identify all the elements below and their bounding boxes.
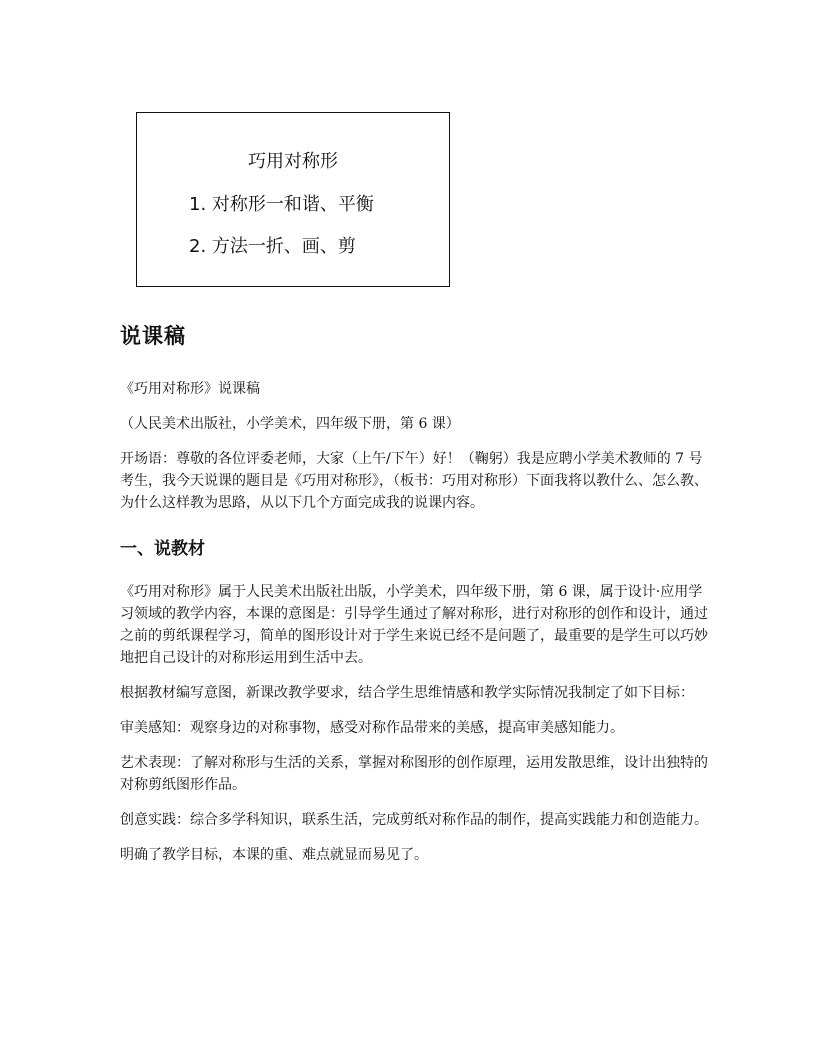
document-body xyxy=(120,320,710,879)
goal-aesthetic: 审美感知：观察身边的对称事物，感受对称作品带来的美感，提高审美感知能力。 xyxy=(120,720,624,736)
textbook-paragraph: 《巧用对称形》属于人民美术出版社出版，小学美术，四年级下册，第 6 课，属于设计·应用学习领域的教学内容，本课的意图是：引导学生通过了解对称形，进行对称形的创作和设计，通过之前的剪纸课程学习，简单的图形设计对于学生来说已经不是问题了，最重要的是学生可以巧妙地把自己设计的对称形运用到生活中去。 xyxy=(120,584,708,666)
board-point-1: 1. 对称形一和谐、平衡 xyxy=(189,194,374,215)
goal-creative-practice: 创意实践：综合多学科知识，联系生活，完成剪纸对称作品的制作，提高实践能力和创造能力。 xyxy=(120,812,708,828)
board-title: 巧用对称形 xyxy=(248,151,338,172)
section-heading-textbook: 一、说教材 xyxy=(120,539,205,559)
blackboard-outline-box xyxy=(136,112,450,287)
document-subtitle: 《巧用对称形》说课稿 xyxy=(120,381,260,397)
document-title: 说课稿 xyxy=(120,324,186,348)
goal-art-expression: 艺术表现：了解对称形与生活的关系，掌握对称图形的创作原理，运用发散思维，设计出独特的对称剪纸图形作品。 xyxy=(120,755,708,793)
conclusion-paragraph: 明确了教学目标，本课的重、难点就显而易见了。 xyxy=(120,847,428,863)
opening-paragraph: 开场语：尊敬的各位评委老师，大家（上午/下午）好！（鞠躬）我是应聘小学美术教师的 7 号考生，我今天说课的题目是《巧用对称形》，（板书：巧用对称形）下面我将以教什么、怎么教、为什么这样教为思路，从以下几个方面完成我的说课内容。 xyxy=(120,451,708,511)
goals-intro-paragraph: 根据教材编写意图，新课改教学要求，结合学生思维情感和教学实际情况我制定了如下目标： xyxy=(120,685,694,701)
publisher-info: （人民美术出版社，小学美术，四年级下册，第 6 课） xyxy=(120,416,460,432)
board-point-2: 2. 方法一折、画、剪 xyxy=(189,236,356,257)
